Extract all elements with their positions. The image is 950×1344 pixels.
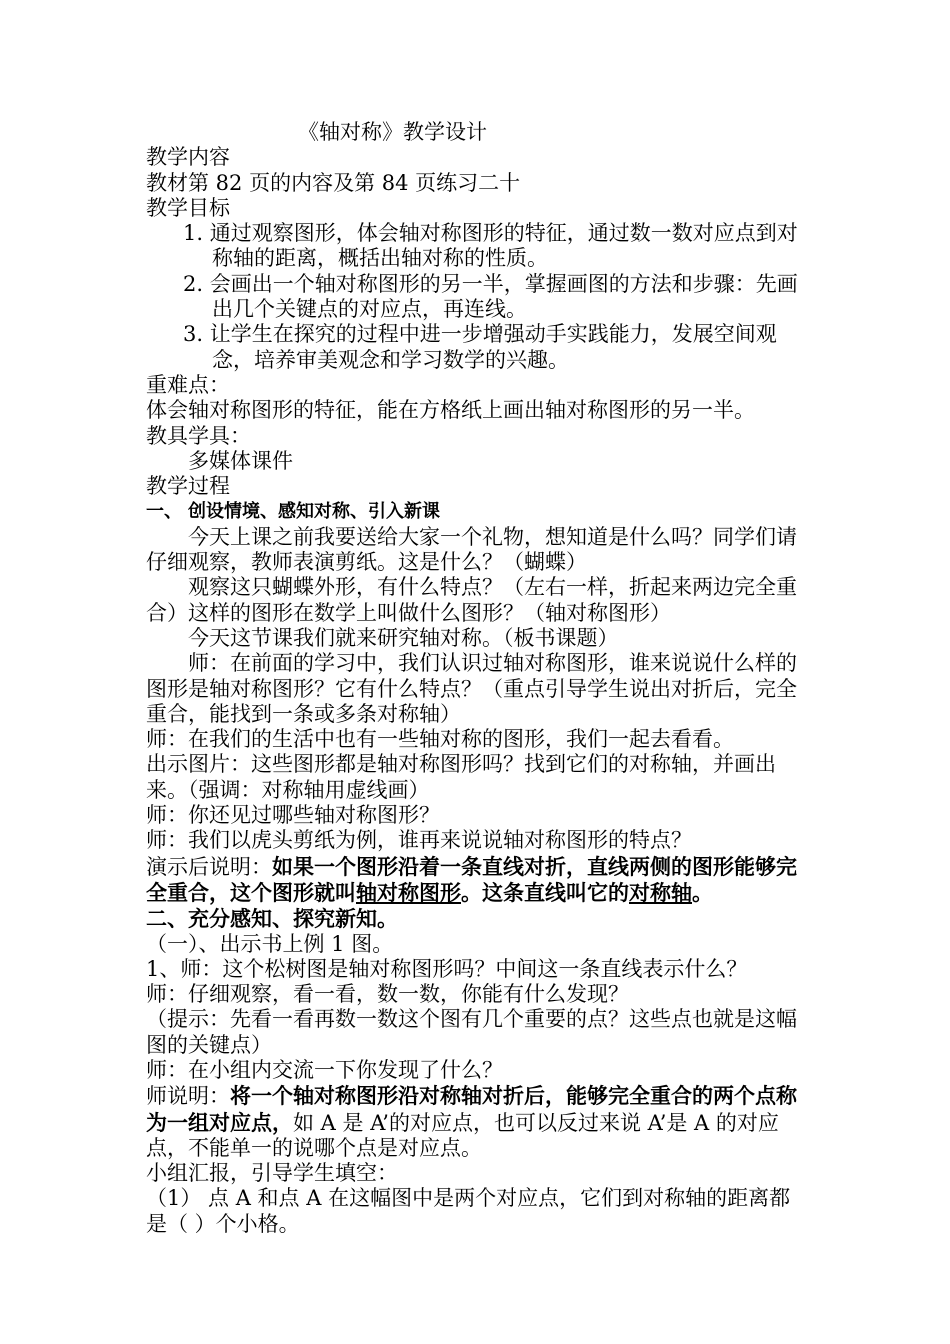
goal-number: 2.	[183, 271, 204, 296]
section-1-title: 创设情境、感知对称、引入新课	[188, 501, 440, 523]
goal-text: 会画出一个轴对称图形的另一半，掌握画图的方法和步骤：先画出几个关键点的对应点，再连线。	[209, 271, 798, 322]
corresponding-points-paragraph	[146, 1083, 810, 1161]
heading-tools: 教具学具：	[146, 423, 251, 448]
paragraph: （提示：先看一看再数一数这个图有几个重要的点？这些点也就是这幅图的关键点）	[146, 1007, 797, 1057]
tools-text: 多媒体课件	[188, 448, 293, 473]
explain-definition: 将一个轴对称图形沿对称轴对折后，能够完全重合的两个点称为一组对应点，	[146, 1083, 797, 1135]
section-2-heading: 二、充分感知、探究新知。	[146, 906, 398, 932]
definition-text: 。这条直线叫它的	[461, 879, 629, 905]
goal-item	[146, 322, 810, 373]
definition-end: 。	[692, 879, 713, 905]
fill-in-question: （1） 点 A 和点 A 在这幅图中是两个对应点，它们到对称轴的距离都是（ ）个小格。	[146, 1186, 791, 1236]
term-symmetry-axis: 对称轴	[629, 879, 692, 905]
section-1-heading	[146, 499, 810, 524]
explain-lead: 师说明：	[146, 1084, 230, 1109]
subsection-1: （一）、出示书上例 1 图。	[146, 931, 394, 956]
heading-goals: 教学目标	[146, 195, 230, 220]
doc-title: 《轴对称》教学设计	[298, 120, 487, 144]
paragraph: 今天上课之前我要送给大家一个礼物，想知道是什么吗？同学们请仔细观察，教师表演剪纸。这是什么？（蝴蝶）	[146, 524, 797, 575]
definition-lead: 演示后说明：	[146, 854, 272, 879]
key-points-text: 体会轴对称图形的特征，能在方格纸上画出轴对称图形的另一半。	[146, 398, 755, 423]
goal-text: 让学生在探究的过程中进一步增强动手实践能力，发展空间观念，培养审美观念和学习数学的兴趣。	[209, 322, 777, 372]
paragraph: 师：在小组内交流一下你发现了什么？	[146, 1057, 503, 1082]
content-text: 教材第 82 页的内容及第 84 页练习二十	[146, 170, 521, 195]
definition-paragraph	[146, 854, 810, 907]
goal-number: 1.	[183, 221, 204, 246]
document-body	[146, 120, 810, 1237]
paragraph: 今天这节课我们就来研究轴对称。（板书课题）	[188, 625, 619, 650]
section-1-number: 一、	[146, 501, 182, 523]
paragraph: 师：你还见过哪些轴对称图形？	[146, 803, 440, 828]
paragraph: 小组汇报，引导学生填空：	[146, 1161, 398, 1186]
paragraph: 出示图片：这些图形都是轴对称图形吗？找到它们的对称轴，并画出来。（强调：对称轴用虚线画）	[146, 752, 776, 802]
paragraph: 师：我们以虎头剪纸为例，谁再来说说轴对称图形的特点？	[146, 828, 692, 853]
paragraph: 观察这只蝴蝶外形，有什么特点？（左右一样，折起来两边完全重合）这样的图形在数学上叫做什么图形？（轴对称图形）	[146, 575, 797, 625]
definition-text: 如果一个图形沿着一条直线对折，直线两侧的图形能够完全重合，这个图形就叫	[146, 853, 797, 905]
goal-item	[146, 221, 810, 272]
heading-key-points: 重难点：	[146, 372, 230, 397]
heading-process: 教学过程	[146, 474, 230, 499]
paragraph: 师：在我们的生活中也有一些轴对称的图形，我们一起去看看。	[146, 727, 734, 752]
paragraph: 师：在前面的学习中，我们认识过轴对称图形，谁来说说什么样的图形是轴对称图形？它有什么特点？（重点引导学生说出对折后，完全重合，能找到一条或多条对称轴）	[146, 651, 797, 726]
goal-number: 3.	[183, 322, 204, 347]
goal-item	[146, 272, 810, 323]
goal-text: 通过观察图形，体会轴对称图形的特征，通过数一数对应点到对称轴的距离，概括出轴对称的性质。	[209, 221, 798, 271]
explain-example: 如 A 是 A’的对应点，也可以反过来说 A’是 A 的对应点，不能单一的说哪个点是对应点。	[146, 1110, 779, 1160]
paragraph: 1、师：这个松树图是轴对称图形吗？中间这一条直线表示什么？	[146, 956, 748, 981]
paragraph: 师：仔细观察，看一看，数一数，你能有什么发现？	[146, 982, 629, 1007]
term-axisymmetric-figure: 轴对称图形	[356, 879, 461, 905]
heading-content: 教学内容	[146, 145, 230, 170]
